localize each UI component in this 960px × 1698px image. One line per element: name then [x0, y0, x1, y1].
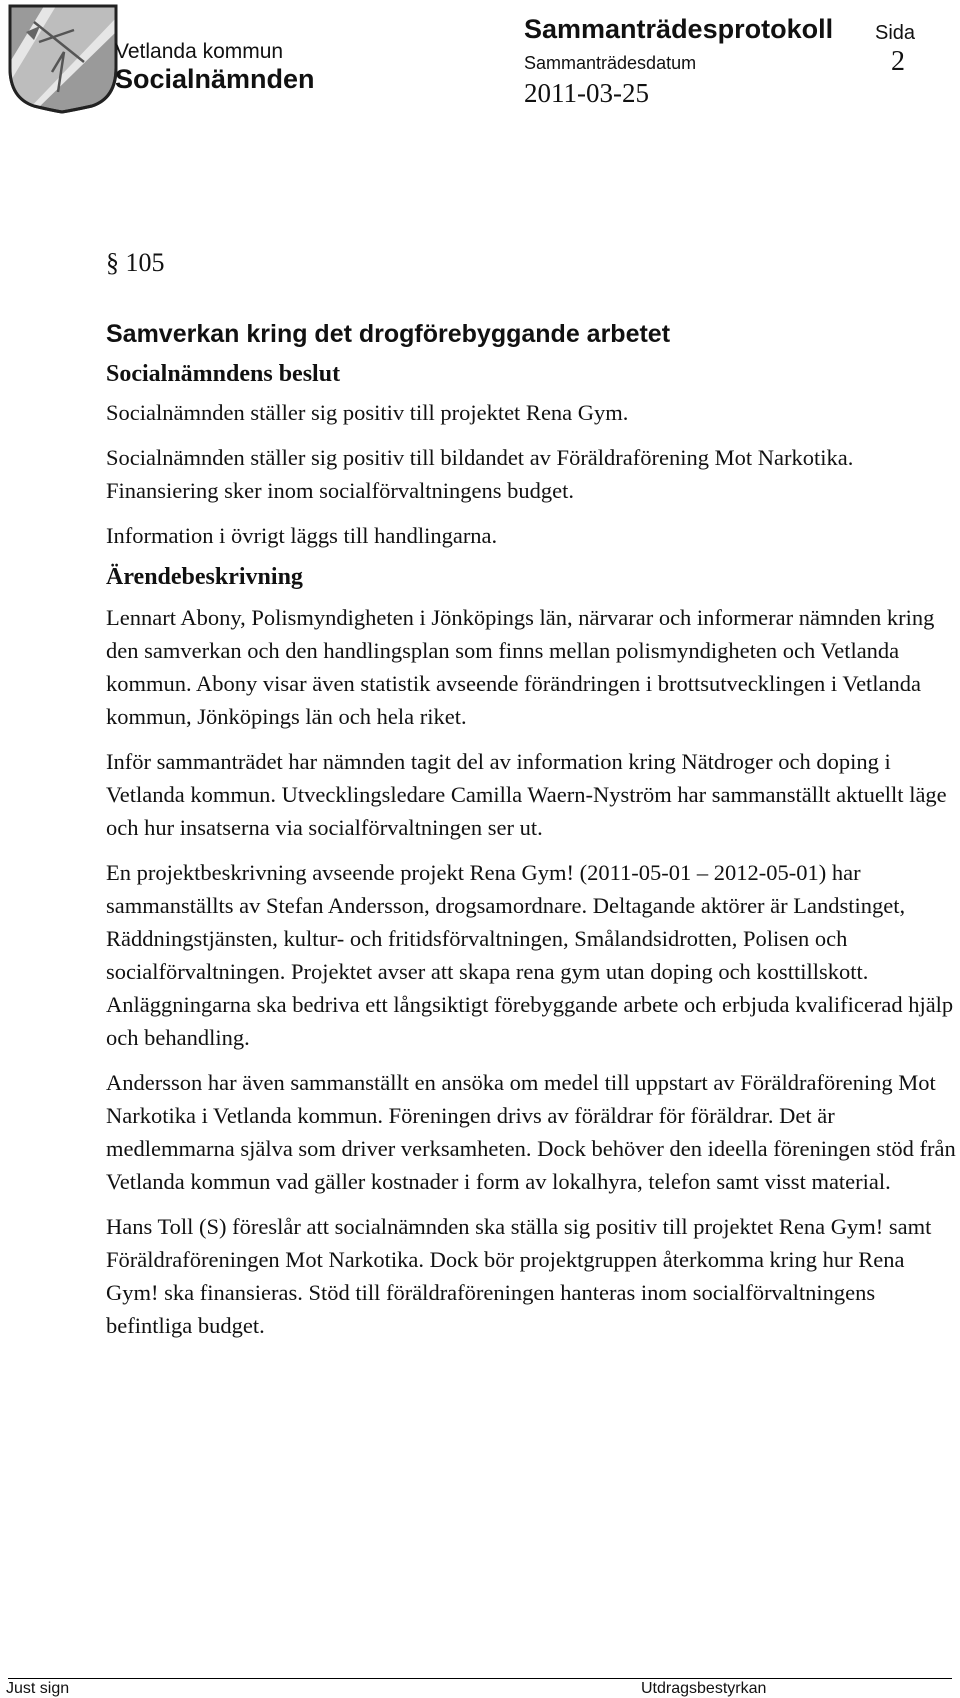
page-number: 2 [891, 46, 905, 77]
decision-paragraph: Socialnämnden ställer sig positiv till projektet Rena Gym. [106, 400, 629, 425]
description-paragraph: Inför sammanträdet har nämnden tagit del av information kring Nätdroger och doping i Vetlanda kommun. Utvecklingsledare Camilla Waern-Nyström har sammanställt aktuellt läge och hur insatserna via socialförvaltningen ser ut. [106, 749, 947, 840]
coat-of-arms-icon [4, 2, 130, 120]
section-number: § 105 [106, 248, 165, 277]
footer-divider [8, 1678, 952, 1679]
description-paragraph: En projektbeskrivning avseende projekt Rena Gym! (2011-05-01 – 2012-05-01) har sammanställts av Stefan Andersson, drogsamordnare. Deltagande aktörer är Landstinget, Räddningstjänsten, kultur- och fritidsförvaltningen, Smålandsidrotten, Polisen och socialförvaltningen. Projektet avser att skapa rena gym utan doping och kosttillskott. Anläggningarna ska bedriva ett långsiktigt förebyggande arbete och erbjuda kvalificerad hjälp och behandling. [106, 860, 954, 1050]
page-label: Sida [875, 22, 916, 44]
document-type: Sammanträdesprotokoll [524, 14, 834, 44]
department-name: Socialnämnden [115, 64, 315, 94]
description-heading: Ärendebeskrivning [106, 564, 303, 590]
description-paragraph: Lennart Abony, Polismyndigheten i Jönköpings län, närvarar och informerar nämnden kring den samverkan och den handlingsplan som finns mellan polismyndigheten och Vetlanda kommun. Abony visar även statistik avseende förändringen i brottsutvecklingen i Vetlanda kommun, Jönköpings län och hela riket. [106, 605, 935, 729]
section-title: Samverkan kring det drogförebyggande arbetet [106, 320, 671, 348]
protocol-section [106, 248, 956, 1354]
extract-certification-label: Utdragsbestyrkan [641, 1680, 767, 1697]
description-paragraph: Hans Toll (S) föreslår att socialnämnden ska ställa sig positiv till projektet Rena Gym! samt Föräldraföreningen Mot Narkotika. Dock bör projektgruppen återkomma kring hur Rena Gym! ska finansieras. Stöd till föräldraföreningen hanteras inom socialförvaltningens befintliga budget. [106, 1214, 932, 1338]
signature-label: Just sign [6, 1680, 70, 1697]
municipality-name: Vetlanda kommun [115, 40, 284, 63]
decision-heading: Socialnämndens beslut [106, 361, 341, 387]
meeting-date-label: Sammanträdesdatum [524, 53, 697, 73]
decision-paragraph: Socialnämnden ställer sig positiv till bildandet av Föräldraförening Mot Narkotika. Finansiering sker inom socialförvaltningens budget. [106, 445, 854, 503]
decision-paragraph: Information i övrigt läggs till handlingarna. [106, 523, 498, 548]
description-paragraph: Andersson har även sammanställt en ansöka om medel till uppstart av Föräldraförening Mot Narkotika i Vetlanda kommun. Föreningen drivs av föräldrar för föräldrar. Det är medlemmarna själva som driver verksamheten. Dock behöver den ideella föreningen stöd från Vetlanda kommun vad gäller kostnader i form av lokalhyra, telefon samt visst material. [106, 1070, 956, 1194]
meeting-date: 2011-03-25 [524, 78, 649, 108]
